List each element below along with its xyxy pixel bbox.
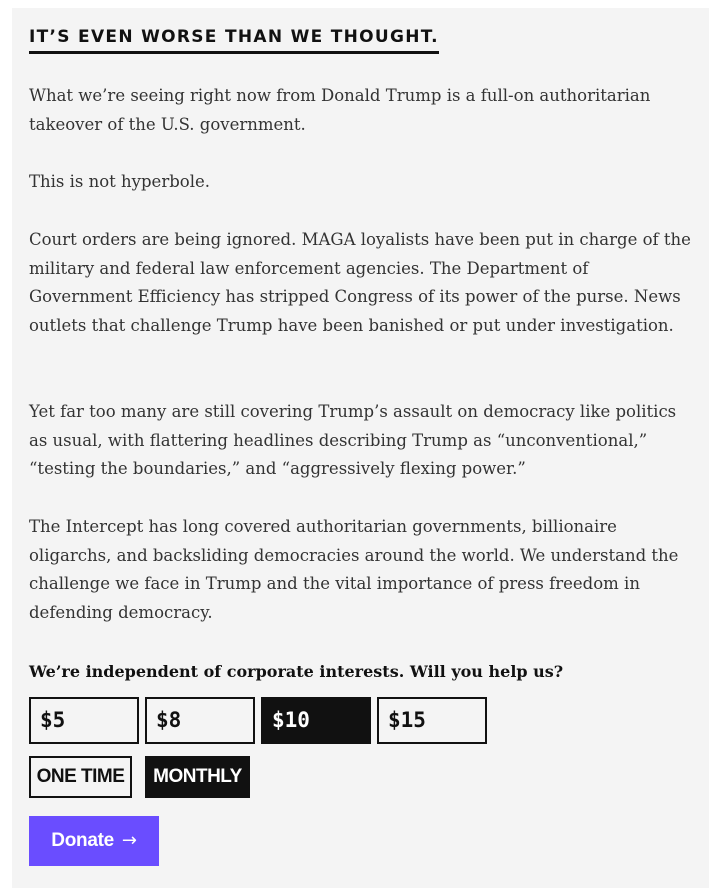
amount-option-15[interactable]: $15 (377, 697, 487, 744)
donate-button-label: Donate (51, 830, 114, 851)
appeal-headline: IT’S EVEN WORSE THAN WE THOUGHT. (29, 26, 439, 54)
frequency-one-time-button[interactable]: ONE TIME (29, 756, 132, 798)
frequency-monthly-button[interactable]: MONTHLY (145, 756, 250, 798)
appeal-paragraph: The Intercept has long covered authoritarian governments, billionaire oligarchs, and backsliding democracies around the world. We understand the challenge we face in Trump and the vital importance of press freedom in defending democracy. (29, 517, 679, 622)
amount-option-8[interactable]: $8 (145, 697, 255, 744)
donate-button[interactable] (29, 816, 159, 866)
amount-option-5[interactable]: $5 (29, 697, 139, 744)
appeal-paragraph: What we’re seeing right now from Donald Trump is a full-on authoritarian takeover of the U.S. government. (29, 86, 651, 134)
appeal-paragraph: Court orders are being ignored. MAGA loyalists have been put in charge of the military and federal law enforcement agencies. The Department of Government Efficiency has stripped Congress of its power of the purse. News outlets that challenge Trump have been banished or put under investigation. (29, 230, 691, 335)
amount-option-10[interactable]: $10 (261, 697, 371, 744)
support-question: We’re independent of corporate interests. Will you help us? (29, 662, 564, 681)
appeal-paragraph: This is not hyperbole. (29, 172, 210, 191)
arrow-right-icon: → (121, 830, 137, 851)
appeal-paragraph: Yet far too many are still covering Trump’s assault on democracy like politics as usual, with flattering headlines describing Trump as “unconventional,” “testing the boundaries,” and “aggressively flexing power.” (29, 402, 677, 478)
